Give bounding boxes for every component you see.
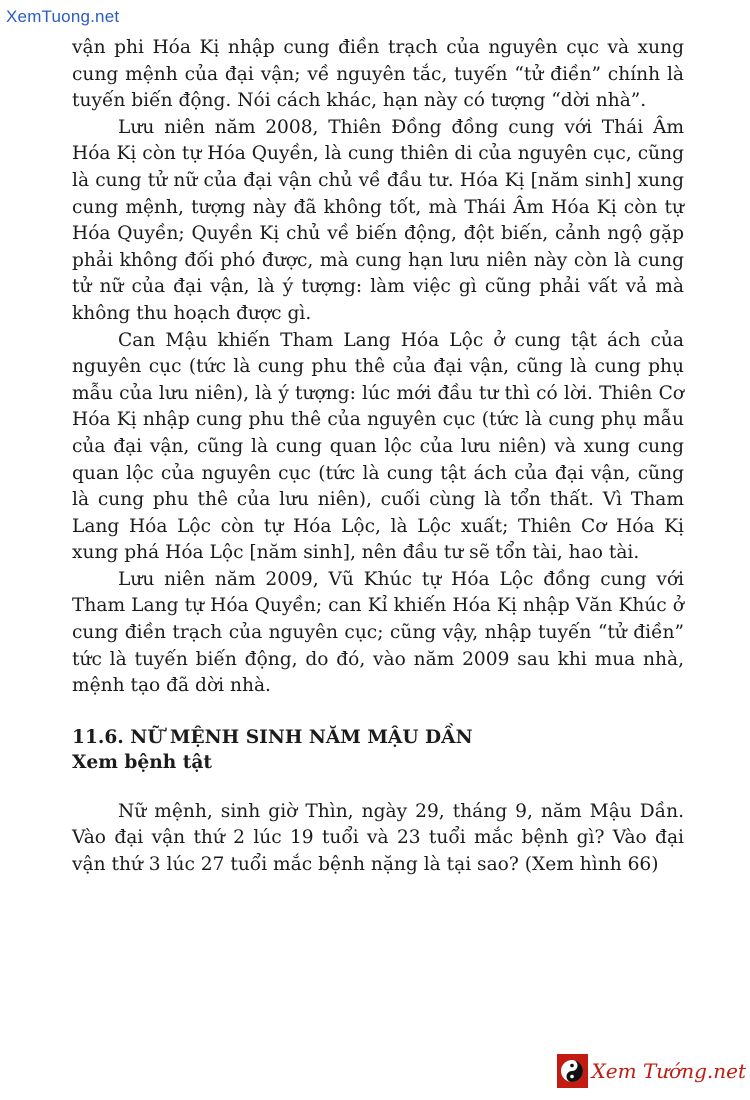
book-page-content [72,35,684,879]
paragraph-continuation: vận phi Hóa Kị nhập cung điền trạch của nguyên cục và xung cung mệnh của đại vận; về nguyên tắc, tuyến “tử điền” chính là tuyến biến động. Nói cách khác, hạn này có tượng “dời nhà”. [72,37,684,112]
paragraph-2008: Lưu niên năm 2008, Thiên Đồng đồng cung với Thái Âm Hóa Kị còn tự Hóa Quyền, là cung thiên di của nguyên cục, cũng là cung tử nữ của đại vận chủ về đầu tư. Hóa Kị [năm sinh] xung cung mệnh, tượng này đã không tốt, mà Thái Âm Hóa Kị còn tự Hóa Quyền; Quyền Kị chủ về biến động, đột biến, cảnh ngộ gặp phải không đối phó được, mà cung hạn lưu niên này còn là cung tử nữ của đại vận, là ý tượng: làm việc gì cũng phải vất vả mà không thu hoạch được gì. [72,116,684,324]
paragraph-can-mau: Can Mậu khiến Tham Lang Hóa Lộc ở cung tật ách của nguyên cục (tức là cung phu thê của đại vận, cũng là cung phụ mẫu của lưu niên), là ý tượng: lúc mới đầu tư thì có lời. Thiên Cơ Hóa Kị nhập cung phu thê của nguyên cục (tức là cung phụ mẫu của đại vận, cũng là cung quan lộc của lưu niên) và xung cung quan lộc của nguyên cục (tức là cung tật ách của đại vận, cũng là cung phu thê của lưu niên), cuối cùng là tổn thất. Vì Tham Lang Hóa Lộc còn tự Hóa Lộc, là Lộc xuất; Thiên Cơ Hóa Kị xung phá Hóa Lộc [năm sinh], nên đầu tư sẽ tổn tài, hao tài. [72,329,684,564]
site-watermark: XemTuong.net [6,7,120,26]
site-logo [557,1054,746,1088]
section-heading: 11.6. NỮ MỆNH SINH NĂM MẬU DẦN [72,726,473,748]
yin-yang-icon [557,1054,588,1088]
paragraph-question: Nữ mệnh, sinh giờ Thìn, ngày 29, tháng 9, năm Mậu Dần. Vào đại vận thứ 2 lúc 19 tuổi và 23 tuổi mắc bệnh gì? Vào đại vận thứ 3 lúc 27 tuổi mắc bệnh nặng là tại sao? (Xem hình 66) [72,800,684,876]
paragraph-2009: Lưu niên năm 2009, Vũ Khúc tự Hóa Lộc đồng cung với Tham Lang tự Hóa Quyền; can Kỉ khiến Hóa Kị nhập Văn Khúc ở cung điền trạch của nguyên cục; cũng vậy, nhập tuyến “tử điền” tức là tuyến biến động, do đó, vào năm 2009 sau khi mua nhà, mệnh tạo đã dời nhà. [72,568,684,697]
logo-text: Xem Tướng.net [591,1059,746,1083]
section-subheading: Xem bệnh tật [72,751,212,773]
